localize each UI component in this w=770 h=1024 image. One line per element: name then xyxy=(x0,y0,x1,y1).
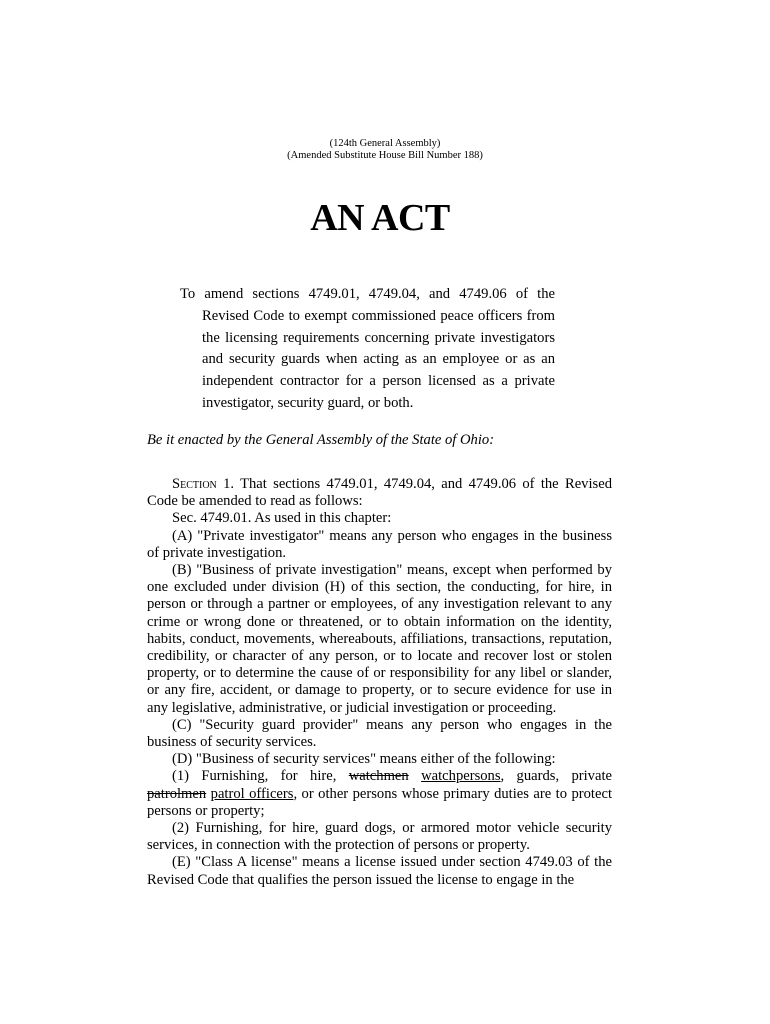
inserted-text: patrol officers xyxy=(210,785,294,802)
division-c: (C) "Security guard provider" means any person who engages in the business of security services. xyxy=(147,716,612,751)
division-e: (E) "Class A license" means a license issued under section 4749.03 of the Revised Code that qualifies the person issued the license to engage in the xyxy=(147,854,612,888)
division-d2: (2) Furnishing, for hire, guard dogs, or armored motor vehicle security services, in connection with the protection of persons or property. xyxy=(147,820,612,854)
inserted-text: watchpersons xyxy=(421,768,501,785)
section-label: Section xyxy=(172,476,217,492)
struck-text: patrolmen xyxy=(147,785,207,802)
division-a: (A) "Private investigator" means any person who engages in the business of private investigation. xyxy=(147,527,612,561)
division-d: (D) "Business of security services" means either of the following: xyxy=(172,751,556,768)
section-1-text: 1. That sections 4749.01, 4749.04, and 4749.06 of the Revised Code be amended to read as follows: xyxy=(147,476,612,510)
enacting-clause: Be it enacted by the General Assembly of the State of Ohio: xyxy=(147,432,495,448)
division-b: (B) "Business of private investigation" means, except when performed by one excluded under division (H) of this section, the conducting, for hire, in person or through a partner or employees, of any investigation relevant to any crime or wrong done or threatened, or to obtain information on the identity, habits, conduct, movements, whereabouts, affiliations, transactions, reputation, credibility, or character of any person, or to locate and recover lost or stolen property, or to determine the cause of or responsibility for any libel or slander, or any fire, accident, or damage to property, or to secure evidence for use in any legislative, administrative, or judicial investigation or proceeding. xyxy=(147,562,612,716)
bill-number-line: (Amended Substitute House Bill Number 188) xyxy=(287,150,483,161)
section-1-paragraph xyxy=(147,476,612,510)
bill-body xyxy=(147,476,612,889)
act-title: AN ACT xyxy=(310,197,450,239)
d1-mid: , guards, private xyxy=(500,768,612,785)
struck-text: watchmen xyxy=(348,768,409,785)
purpose-clause: To amend sections 4749.01, 4749.04, and 4749.06 of the Revised Code to exempt commissioned peace officers from the licensing requirements concerning private investigators and security guards when acting as an employee or as an independent contractor for a person licensed as a private investigator, security guard, or both. xyxy=(180,286,555,411)
d1-lead: (1) Furnishing, for hire, xyxy=(172,768,349,785)
assembly-line: (124th General Assembly) xyxy=(329,138,441,149)
bill-header xyxy=(0,138,770,162)
division-d1 xyxy=(147,768,612,820)
sec-heading: Sec. 4749.01. As used in this chapter: xyxy=(172,510,392,527)
d1-tail: , or other persons whose primary duties are to protect persons or property; xyxy=(147,785,612,819)
